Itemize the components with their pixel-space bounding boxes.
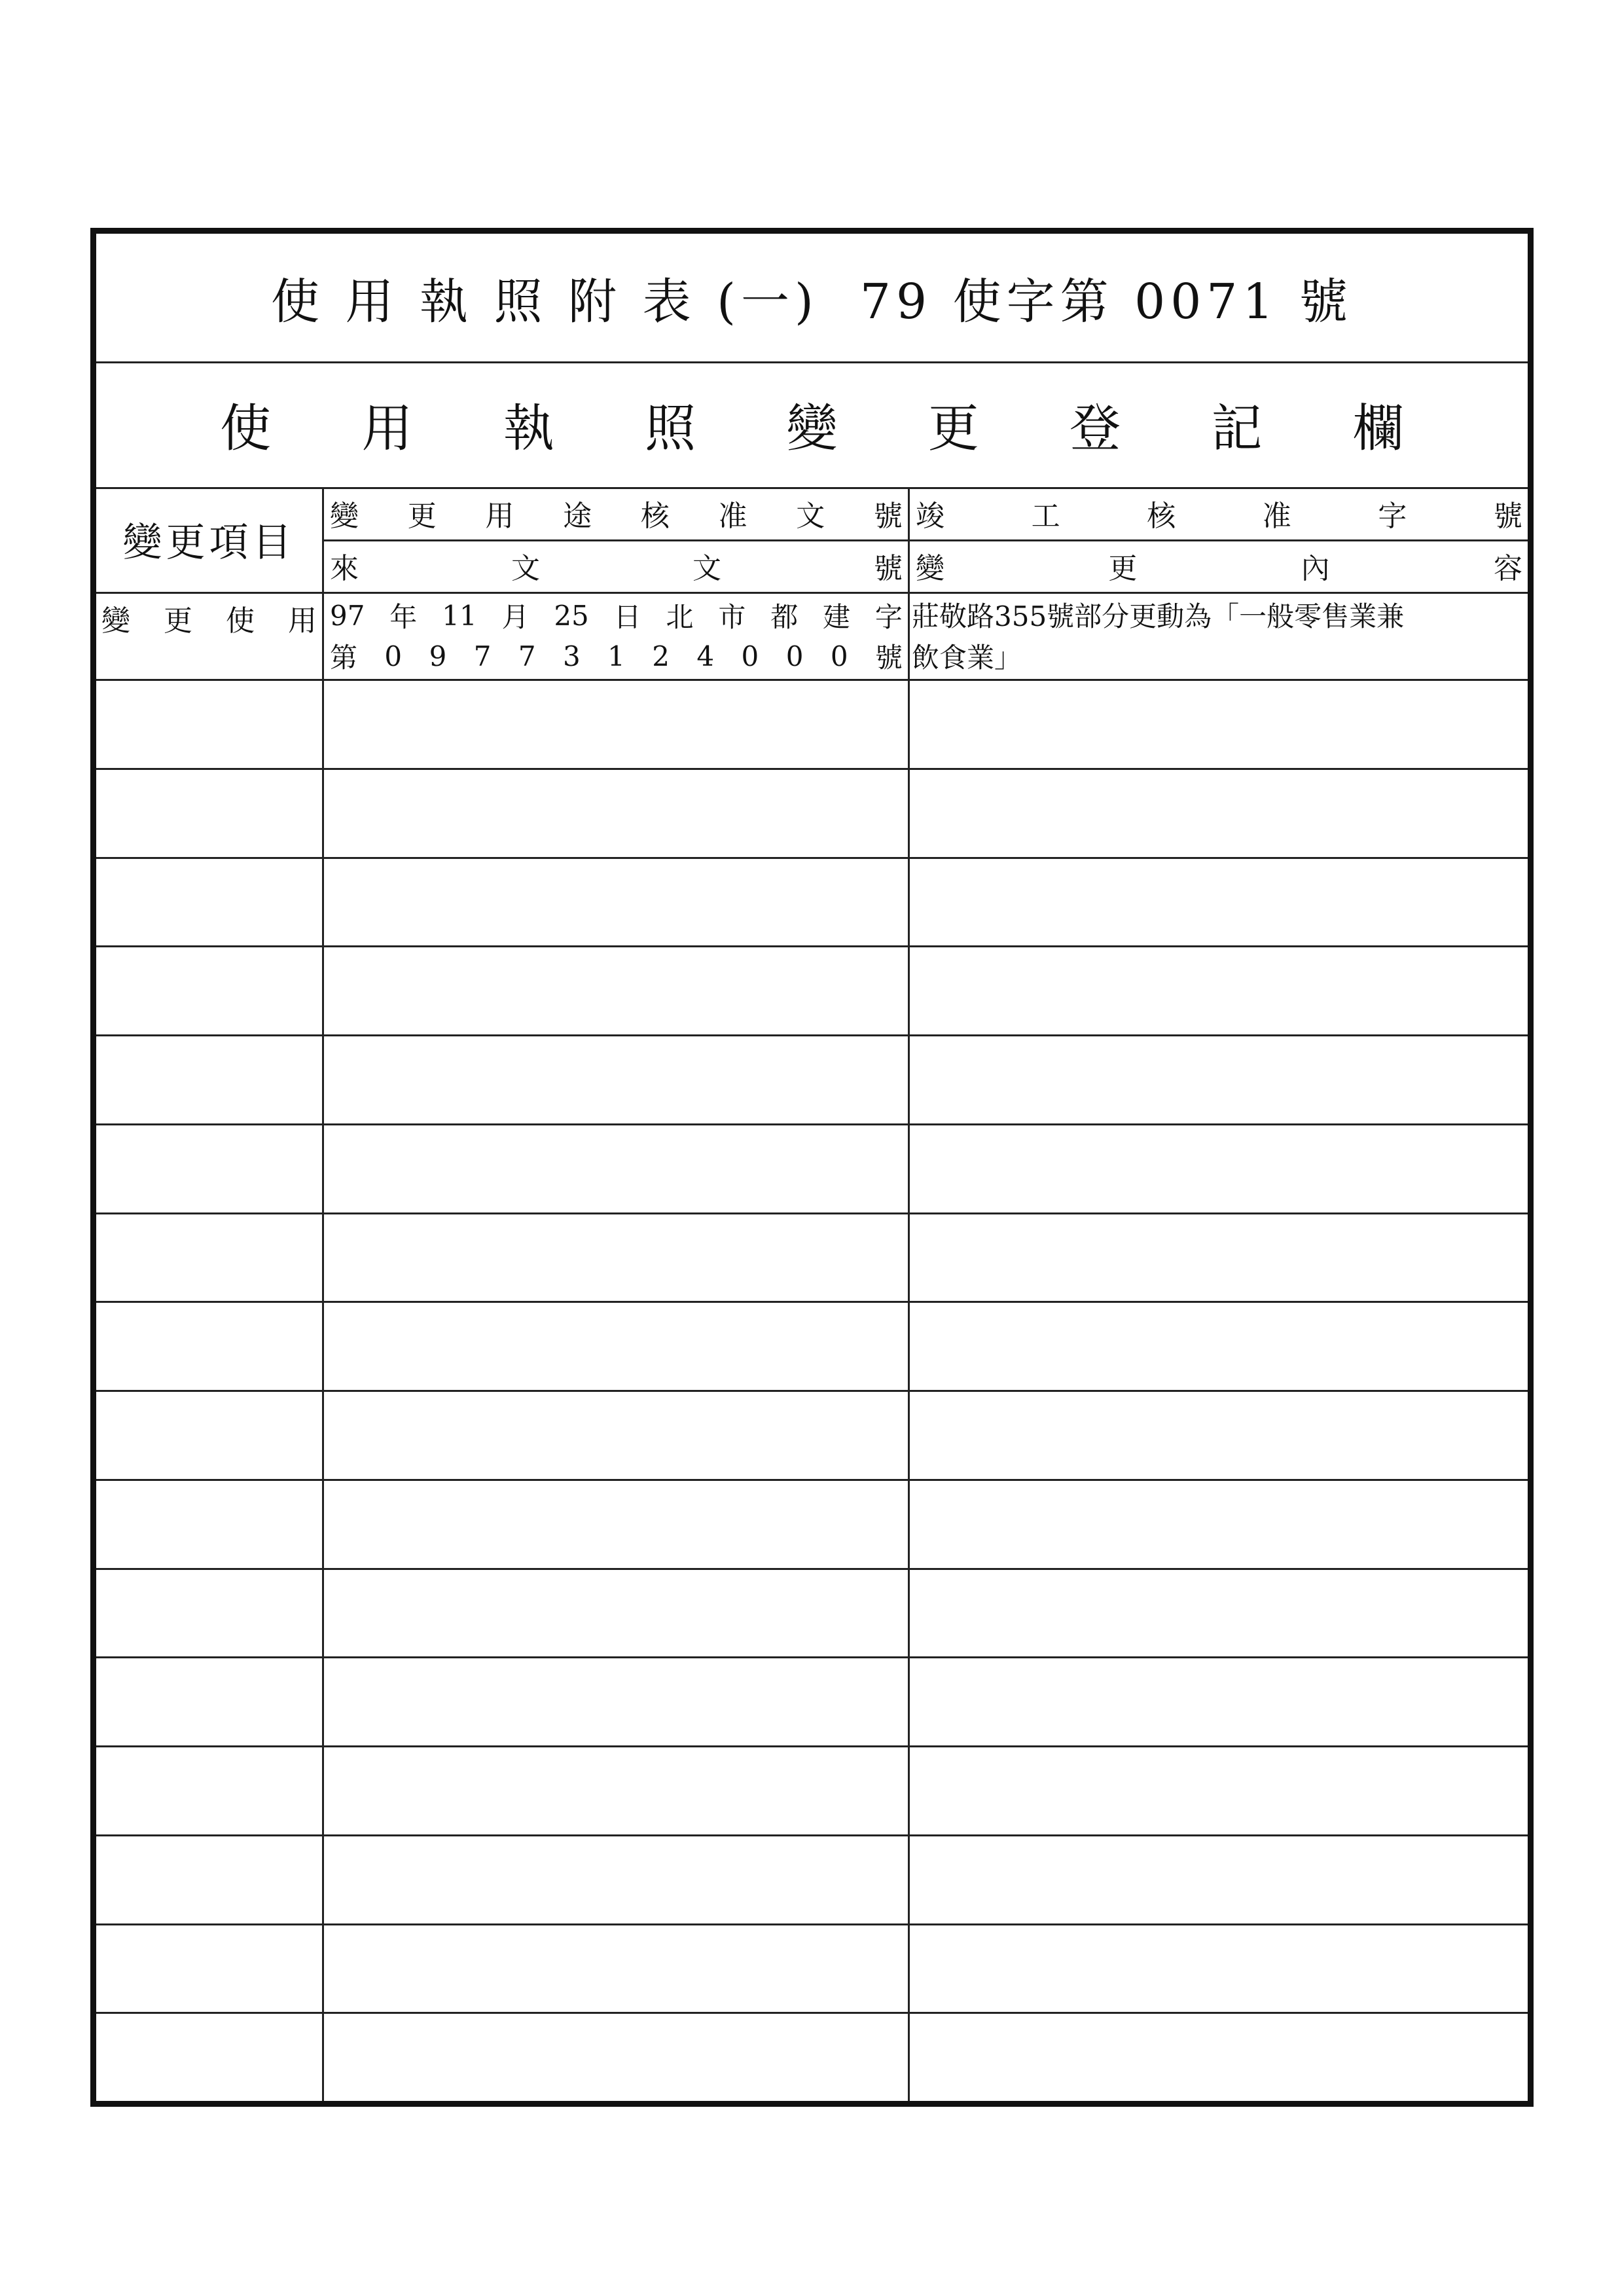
change-content-header-char: 容 [1493, 552, 1522, 585]
entry-doc-number-line1-char: 月 [501, 601, 530, 633]
approval-doc-number-header-char: 更 [407, 500, 437, 533]
entry-doc-number-line2-char: 3 [562, 640, 581, 672]
entry-doc-number-line1-char: 都 [770, 601, 799, 633]
approval-doc-number-header-char: 變 [330, 500, 359, 533]
divider [908, 487, 910, 2101]
entry-doc-number-line1-char: 建 [823, 601, 851, 633]
incoming-doc-number-header-char: 文 [692, 552, 721, 585]
entry-doc-number-line2-char: 2 [652, 640, 670, 672]
completion-approval-number-header-char: 核 [1147, 500, 1176, 533]
register-title-char: 欄 [1352, 399, 1404, 458]
entry-change-item-char: 更 [164, 604, 192, 638]
register-title-char: 更 [927, 399, 979, 458]
empty-row [96, 1123, 1528, 1212]
entry-doc-number-line2-char: 1 [607, 640, 625, 672]
entry-doc-number-line1-char: 字 [874, 601, 903, 633]
entry-doc-number-line1-char: 年 [389, 601, 418, 633]
register-title-char: 變 [786, 399, 838, 458]
entry-doc-number-line2-char: 0 [830, 640, 848, 672]
approval-doc-number-header-char: 用 [485, 500, 514, 533]
approval-doc-number-header-char: 途 [563, 500, 592, 533]
completion-approval-number-header-char: 號 [1493, 500, 1522, 533]
entry-doc-number-line2-char: 9 [429, 640, 447, 672]
entry-change-content-line2: 飲食業」 [912, 641, 1022, 674]
entry-doc-number-line2 [325, 635, 908, 677]
change-item-header [96, 487, 322, 592]
change-content-header-char: 內 [1301, 552, 1330, 585]
approval-doc-number-header-char: 號 [873, 500, 903, 533]
entry-doc-number-line1-char: 北 [666, 601, 694, 633]
completion-approval-number-header-char: 工 [1031, 500, 1060, 533]
register-title-char: 照 [645, 399, 696, 458]
incoming-doc-number-header-char: 來 [330, 552, 359, 585]
completion-approval-number-header-char: 字 [1378, 500, 1407, 533]
divider [322, 539, 1528, 541]
completion-approval-number-header-char: 竣 [916, 500, 944, 533]
empty-row [96, 1656, 1528, 1745]
entry-doc-number-line2-char: 7 [518, 640, 536, 672]
register-title-char: 登 [1070, 399, 1121, 458]
entry-doc-number-line1-char: 97 [330, 599, 365, 632]
empty-row [96, 1923, 1528, 2013]
completion-approval-number-header [910, 487, 1528, 539]
register-title-char: 執 [503, 399, 554, 458]
entry-doc-number-line2-char: 0 [785, 640, 804, 672]
change-content-header-char: 更 [1108, 552, 1138, 585]
empty-row [96, 1479, 1528, 1568]
empty-row [96, 1390, 1528, 1479]
approval-doc-number-header [325, 487, 908, 539]
entry-doc-number-line1-char: 市 [718, 601, 746, 633]
entry-change-content-line1: 莊敬路355號部分更動為「一般零售業兼 [912, 600, 1405, 633]
register-title [96, 361, 1528, 487]
entry-doc-number-line2-char: 號 [874, 642, 903, 674]
divider [322, 487, 324, 2101]
empty-row [96, 1212, 1528, 1302]
entry-doc-number-line2-char: 7 [473, 640, 492, 672]
approval-doc-number-header-char: 文 [796, 500, 825, 533]
register-title-char: 記 [1211, 399, 1263, 458]
entry-change-item-char: 變 [101, 604, 130, 638]
empty-row [96, 1034, 1528, 1123]
entry-change-content [912, 594, 1525, 676]
incoming-doc-number-header-char: 文 [511, 552, 540, 585]
register-title-char: 使 [220, 399, 272, 458]
entry-doc-number-line2-char: 第 [330, 642, 358, 674]
empty-row [96, 1301, 1528, 1390]
entry-doc-number-line1-char: 25 [554, 599, 589, 632]
empty-row [96, 768, 1528, 857]
change-content-header-char: 變 [916, 552, 944, 585]
empty-row [96, 1834, 1528, 1923]
entry-doc-number-line1-char: 11 [442, 599, 477, 632]
change-content-header [910, 539, 1528, 592]
entry-change-item-char: 用 [288, 604, 317, 638]
form-title [96, 234, 1528, 361]
entry-doc-number-line2-char: 4 [696, 640, 715, 672]
empty-row [96, 1568, 1528, 1657]
entry-change-item-char: 使 [226, 604, 255, 638]
approval-doc-number-header-char: 核 [640, 500, 670, 533]
empty-row [96, 679, 1528, 768]
change-item-label: 變更項目 [122, 520, 296, 566]
approval-doc-number-header-char: 准 [718, 500, 747, 533]
form-title-text: 使 用 執 照 附 表 (一) 79 使字第 0071 號 [271, 273, 1353, 330]
empty-row [96, 945, 1528, 1034]
entry-doc-number-line1-char: 日 [613, 601, 641, 633]
empty-row [96, 857, 1528, 946]
entry-doc-number-line2-char: 0 [741, 640, 759, 672]
register-title-char: 用 [361, 399, 413, 458]
entry-doc-number-line2-char: 0 [384, 640, 403, 672]
incoming-doc-number-header [325, 539, 908, 592]
usage-permit-appendix-form [90, 228, 1534, 2107]
entry-change-item [96, 592, 322, 644]
incoming-doc-number-header-char: 號 [874, 552, 903, 585]
completion-approval-number-header-char: 准 [1262, 500, 1291, 533]
entry-doc-number-line1 [325, 594, 908, 636]
empty-row [96, 1745, 1528, 1834]
